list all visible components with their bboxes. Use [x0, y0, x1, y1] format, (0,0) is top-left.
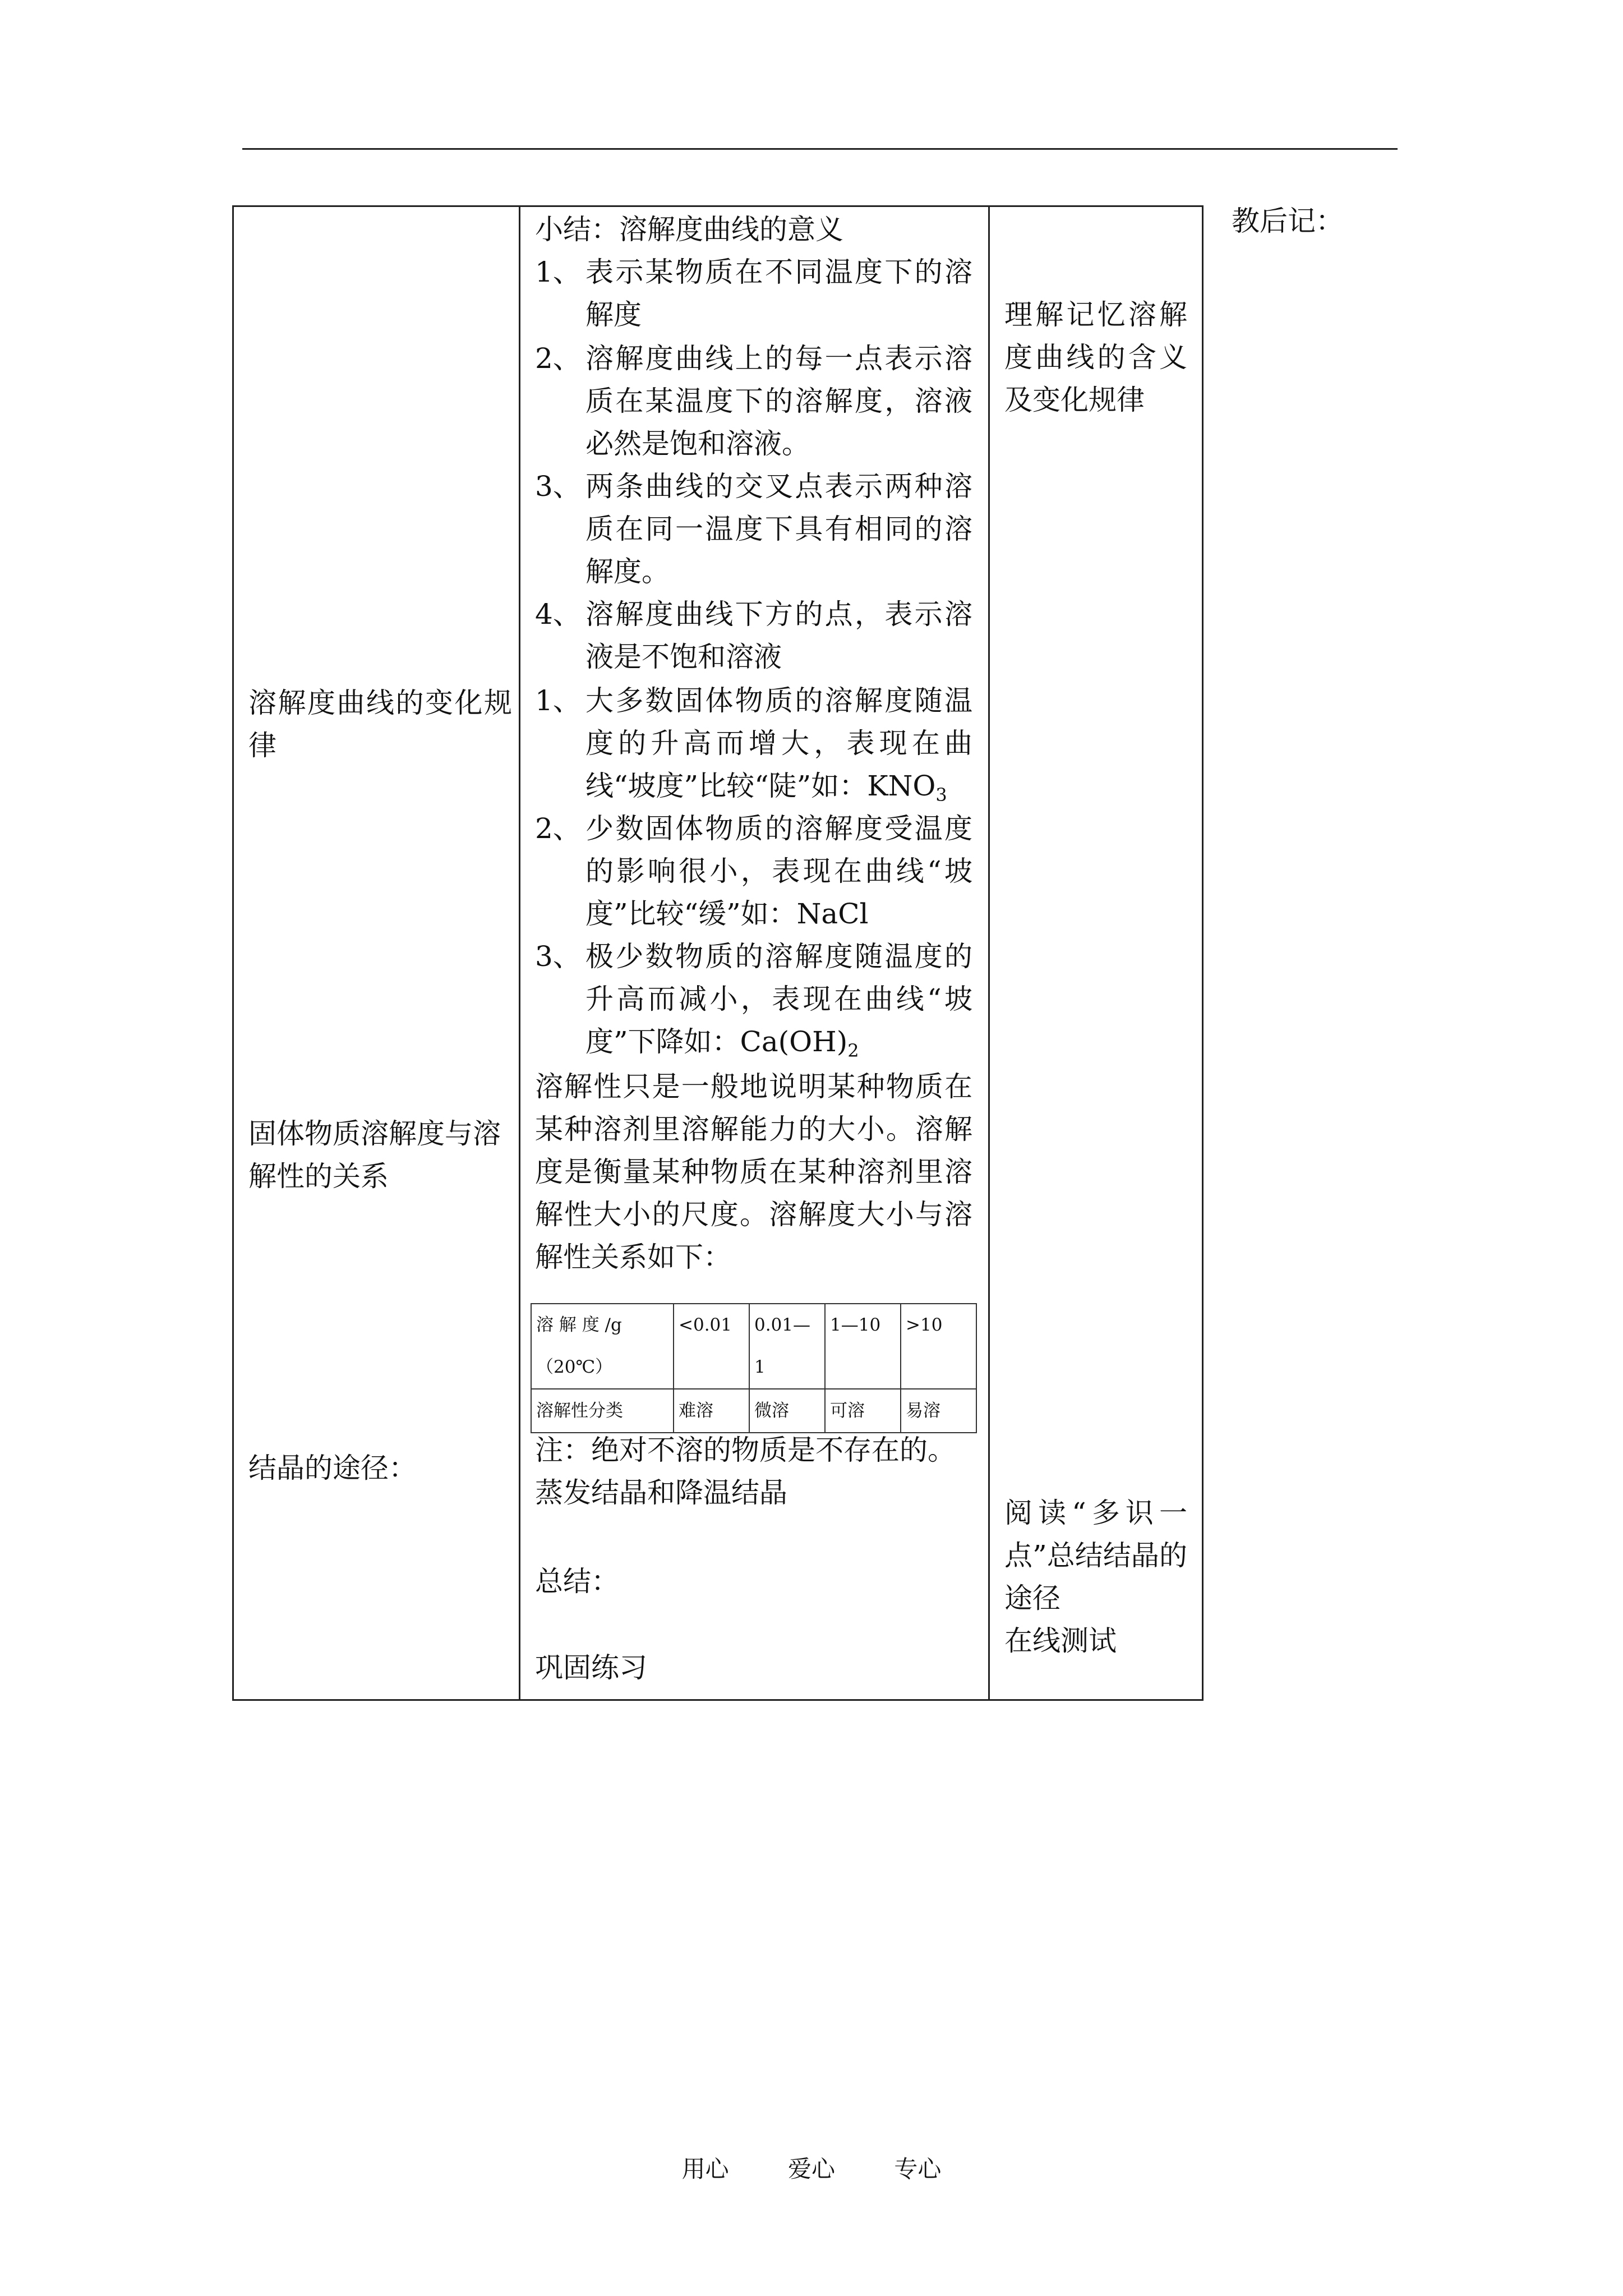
- rules-heading: 溶解度曲线的变化规律: [248, 687, 512, 762]
- activity-column: [989, 206, 1203, 1700]
- activity-read: 阅读“多识一点”总结结晶的途径: [1004, 1497, 1187, 1614]
- row-cell: 可溶: [825, 1389, 901, 1433]
- rule-item: 3、 极少数物质的溶解度随温度的升高而减小，表现在曲线“坡度”下降如：$Ca(OH)_2$: [535, 940, 972, 1061]
- header-cell: 0.01—1: [749, 1304, 825, 1389]
- crystal-heading: 结晶的途径：: [248, 1452, 417, 1484]
- content-column: [520, 206, 989, 1700]
- crystal-text: 蒸发结晶和降温结晶: [535, 1476, 787, 1509]
- rule-item: 1、 大多数固体物质的溶解度随温度的升高而增大，表现在曲线“坡度”比较“陡”如：$KNO_3$: [535, 684, 972, 806]
- side-note: 教后记：: [1232, 205, 1344, 237]
- relation-text: 溶解性只是一般地说明某种物质在某种溶剂里溶解能力的大小。溶解度是衡量某种物质在某种溶剂里溶解性大小的尺度。溶解度大小与溶解性关系如下：: [535, 1070, 972, 1273]
- topic-column: [233, 206, 520, 1700]
- summary-title: 小结：溶解度曲线的意义: [535, 213, 843, 246]
- relation-heading: 固体物质溶解度与溶解性的关系: [248, 1117, 501, 1193]
- header-cell: >10: [901, 1304, 976, 1389]
- header-cell: 溶 解 度 /g （20℃）: [531, 1304, 674, 1389]
- activity-test: 在线测试: [1004, 1625, 1117, 1657]
- footer-word: 专心: [894, 2155, 942, 2183]
- conclusion: 总结：: [535, 1565, 619, 1598]
- footer: [0, 2151, 1623, 2184]
- header-cell: <0.01: [674, 1304, 749, 1389]
- header-cell: 1—10: [825, 1304, 901, 1389]
- row-cell: 微溶: [749, 1389, 825, 1433]
- row-cell: 易溶: [901, 1389, 976, 1433]
- rule-item: 2、 少数固体物质的溶解度受温度的影响很小，表现在曲线“坡度”比较“缓”如：NaCl: [535, 812, 972, 930]
- meaning-item: 1、 表示某物质在不同温度下的溶解度: [535, 256, 972, 331]
- footer-word: 爱心: [787, 2155, 835, 2183]
- meaning-item: 4、 溶解度曲线下方的点，表示溶液是不饱和溶液: [535, 598, 972, 673]
- note: 注：绝对不溶的物质是不存在的。: [535, 1434, 956, 1466]
- practice: 巩固练习: [535, 1651, 647, 1684]
- row-cell: 溶解性分类: [531, 1389, 674, 1433]
- solubility-table: [531, 1303, 977, 1433]
- footer-word: 用心: [681, 2155, 729, 2183]
- lesson-table: [232, 205, 1204, 1701]
- header-rule: [242, 148, 1398, 150]
- activity-understand: 理解记忆溶解度曲线的含义及变化规律: [1004, 298, 1187, 416]
- row-cell: 难溶: [674, 1389, 749, 1433]
- meaning-item: 3、 两条曲线的交叉点表示两种溶质在同一温度下具有相同的溶解度。: [535, 470, 972, 588]
- meaning-item: 2、 溶解度曲线上的每一点表示溶质在某温度下的溶解度，溶液必然是饱和溶液。: [535, 342, 972, 460]
